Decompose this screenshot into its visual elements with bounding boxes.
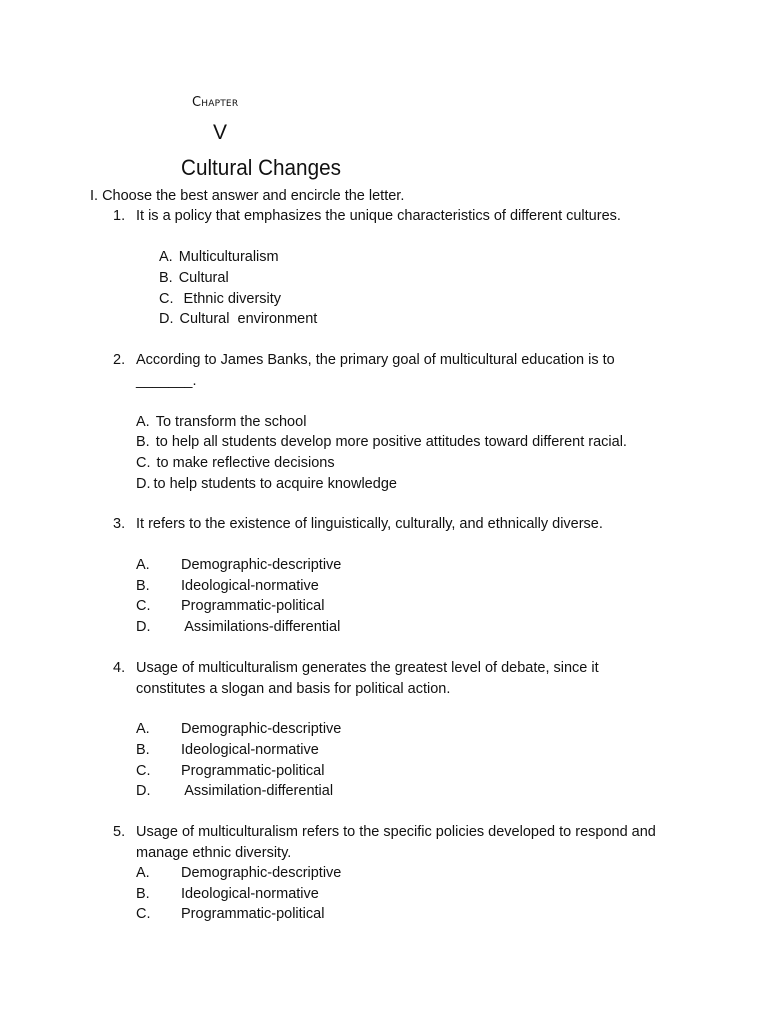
option-a	[136, 863, 341, 883]
question-text-cont: manage ethnic diversity.	[136, 845, 292, 861]
option-a	[136, 555, 341, 575]
page-title: Cultural Changes	[181, 155, 341, 180]
option-c	[136, 761, 324, 781]
option-letter: A.	[136, 557, 150, 573]
option-c	[136, 453, 335, 473]
option-text: To transform the school	[155, 414, 307, 430]
option-text: Cultural	[178, 270, 229, 286]
option-letter: B.	[136, 886, 150, 902]
option-text: Ideological-normative	[181, 578, 319, 594]
option-c	[159, 289, 281, 309]
question-number: 1.	[113, 208, 126, 224]
option-text: Programmatic-political	[181, 906, 325, 922]
option-a	[159, 247, 279, 267]
option-letter: C.	[136, 455, 151, 471]
option-text: to make reflective decisions	[156, 455, 335, 471]
option-a	[136, 412, 306, 432]
question-text: Usage of multiculturalism refers to the specific policies developed to respond and	[136, 824, 656, 840]
question-number: 4.	[113, 660, 126, 676]
option-c	[136, 596, 324, 616]
option-letter: B.	[159, 270, 173, 286]
option-text: Demographic-descriptive	[181, 865, 342, 881]
option-d	[159, 309, 317, 329]
option-b	[136, 884, 319, 904]
option-b	[136, 432, 627, 452]
question-text: Usage of multiculturalism generates the greatest level of debate, since it	[136, 660, 599, 676]
question-number: 5.	[113, 824, 126, 840]
option-text: Assimilation-differential	[181, 783, 334, 799]
chapter-number: V	[213, 121, 228, 144]
chapter-label: Chapter	[192, 95, 239, 110]
option-text: Demographic-descriptive	[181, 557, 342, 573]
question-number: 3.	[113, 516, 126, 532]
option-text: Ideological-normative	[181, 742, 319, 758]
option-a	[136, 719, 341, 739]
option-letter: D.	[159, 311, 174, 327]
option-letter: D.	[136, 476, 151, 492]
option-letter: B.	[136, 742, 150, 758]
question-text-blank: _______.	[136, 373, 197, 389]
option-letter: D.	[136, 619, 151, 635]
option-text: Demographic-descriptive	[181, 721, 342, 737]
option-b	[136, 576, 319, 596]
option-text: Ethnic diversity	[179, 291, 282, 307]
option-letter: C.	[136, 763, 151, 779]
option-letter: A.	[136, 414, 150, 430]
option-text: Multiculturalism	[178, 249, 279, 265]
option-d	[136, 474, 397, 494]
option-letter: A.	[136, 721, 150, 737]
option-letter: A.	[159, 249, 173, 265]
option-c	[136, 904, 324, 924]
option-letter: A.	[136, 865, 150, 881]
instructions: I. Choose the best answer and encircle the letter.	[90, 188, 405, 204]
question-text: It is a policy that emphasizes the unique characteristics of different cultures.	[136, 208, 621, 224]
question-text: According to James Banks, the primary goal of multicultural education is to	[136, 352, 615, 368]
option-text: Cultural environment	[179, 311, 318, 327]
option-text: Ideological-normative	[181, 886, 319, 902]
option-text: Assimilations-differential	[181, 619, 341, 635]
option-letter: C.	[136, 598, 151, 614]
option-letter: B.	[136, 578, 150, 594]
option-d	[136, 617, 340, 637]
question-number: 2.	[113, 352, 126, 368]
option-text: Programmatic-political	[181, 598, 325, 614]
question-text: It refers to the existence of linguistically, culturally, and ethnically diverse.	[136, 516, 603, 532]
option-d	[136, 781, 333, 801]
option-letter: B.	[136, 434, 150, 450]
option-b	[159, 268, 229, 288]
option-text: to help students to acquire knowledge	[153, 476, 397, 492]
option-letter: C.	[136, 906, 151, 922]
option-letter: C.	[159, 291, 174, 307]
option-text: to help all students develop more positive attitudes toward different racial.	[155, 434, 627, 450]
option-text: Programmatic-political	[181, 763, 325, 779]
question-text-cont: constitutes a slogan and basis for political action.	[136, 681, 451, 697]
option-b	[136, 740, 319, 760]
option-letter: D.	[136, 783, 151, 799]
